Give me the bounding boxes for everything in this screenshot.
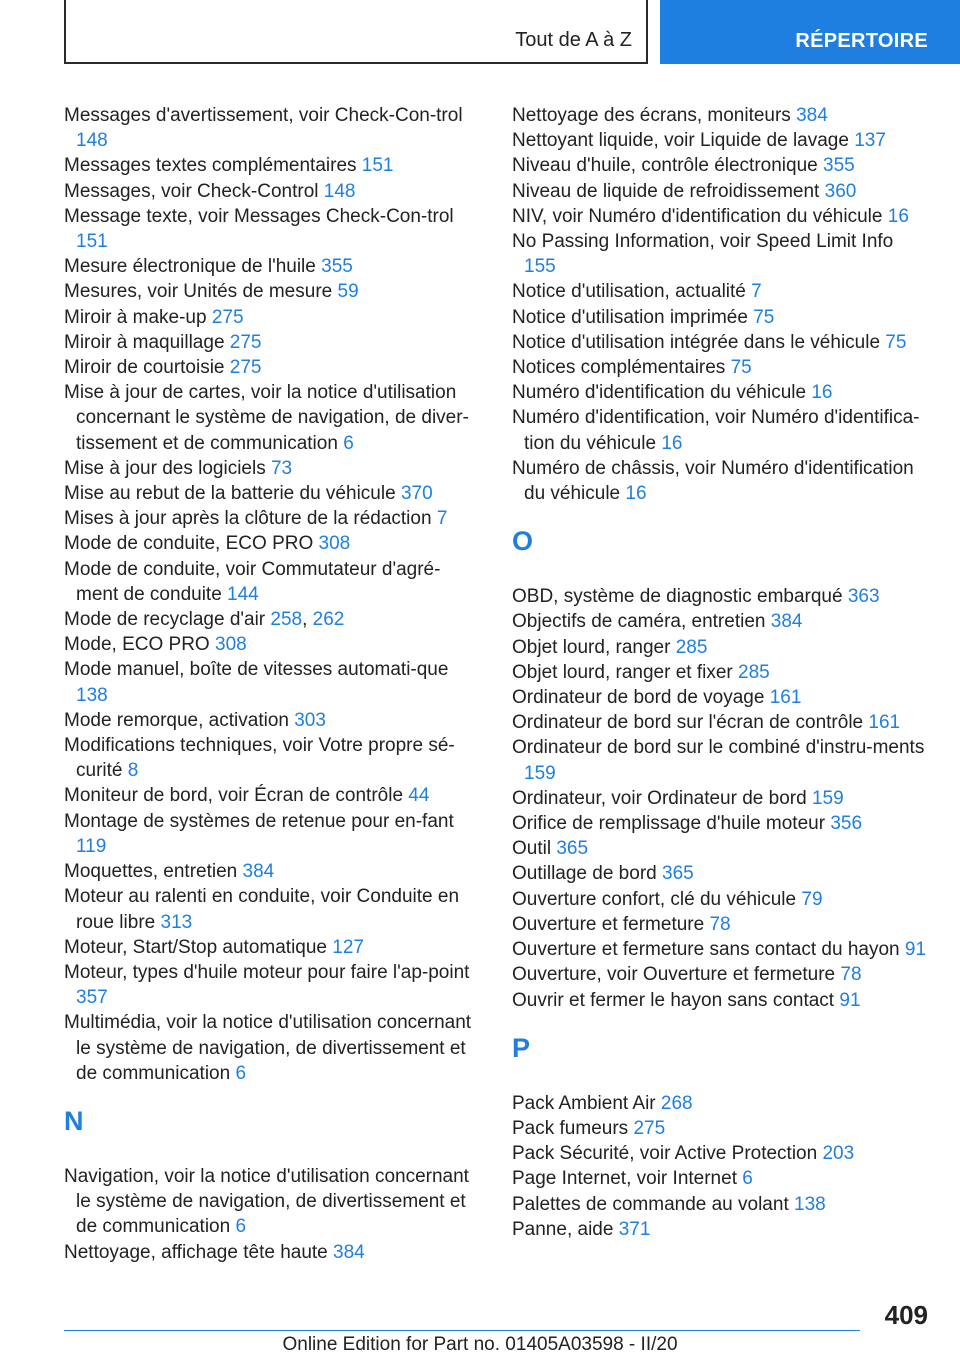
index-entry-text: Messages d'avertissement, voir Check-Con-trol	[64, 105, 463, 126]
index-entry	[512, 735, 930, 785]
page-link[interactable]: 151	[361, 155, 394, 177]
index-entry-text: Message texte, voir Messages Check-Con-trol	[64, 205, 454, 227]
page-link[interactable]: 16	[625, 483, 647, 505]
section-tab-label: Tout de A à Z	[515, 29, 632, 51]
page-link[interactable]: 275	[211, 306, 244, 328]
index-entry	[512, 786, 930, 811]
page-link[interactable]: 355	[823, 155, 855, 177]
index-entry-text: Nettoyage, affichage tête haute	[64, 1241, 328, 1263]
index-entry	[64, 859, 476, 884]
index-entry-text: Numéro de châssis, voir Numéro d'identification du véhicule	[512, 457, 914, 505]
index-entry	[512, 584, 930, 609]
page-link[interactable]: 371	[618, 1218, 651, 1240]
repertoire-tab[interactable]	[660, 0, 960, 64]
index-entry-text: Palettes de commande au volant	[512, 1193, 789, 1215]
page-link[interactable]: 44	[408, 785, 430, 807]
index-entry	[64, 733, 476, 783]
index-entry-text: Notice d'utilisation intégrée dans le véhicule	[512, 331, 881, 353]
page-link[interactable]: 159	[524, 762, 556, 784]
index-entry	[64, 809, 476, 859]
page-link[interactable]: 384	[242, 861, 275, 883]
page-link[interactable]: 308	[215, 634, 247, 656]
index-entry-text: Ouverture et fermeture	[512, 913, 705, 935]
index-entry-text: Ouverture confort, clé du véhicule	[512, 888, 797, 910]
index-entry	[64, 531, 476, 556]
index-entry-text: Niveau de liquide de refroidissement	[512, 180, 820, 202]
page-link[interactable]: 285	[675, 636, 708, 658]
index-entry	[512, 405, 930, 455]
index-entry	[64, 330, 476, 355]
index-column-left	[64, 103, 476, 1265]
page-link[interactable]: 313	[160, 911, 193, 933]
index-entry	[512, 179, 930, 204]
page-link[interactable]: 161	[769, 687, 802, 709]
index-entry	[512, 153, 930, 178]
index-entry-text: Miroir à make-up	[64, 306, 207, 328]
page-link[interactable]: 75	[753, 306, 775, 328]
page-link[interactable]: 6	[235, 1216, 247, 1238]
index-entry	[512, 962, 930, 987]
page-link[interactable]: 73	[270, 457, 293, 479]
index-entry	[512, 380, 930, 405]
page-link[interactable]: 384	[770, 611, 803, 633]
index-entry-text: Montage de systèmes de retenue pour en-fant	[64, 810, 454, 832]
page-link[interactable]: 79	[801, 888, 823, 910]
page-link[interactable]: 308	[318, 533, 351, 555]
index-entry-text: Niveau d'huile, contrôle électronique	[512, 155, 818, 177]
index-letter-heading: O	[512, 526, 534, 557]
index-entry-text: Mise à jour des logiciels	[64, 457, 266, 479]
page-link[interactable]: 7	[751, 281, 762, 303]
index-entry-text: Mises à jour après la clôture de la rédaction	[64, 508, 432, 530]
index-entry	[512, 811, 930, 836]
page-link[interactable]: 357	[76, 987, 108, 1009]
index-entry-text: Nettoyant liquide, voir Liquide de lavage	[512, 130, 849, 152]
page-link[interactable]: 384	[333, 1241, 365, 1263]
index-entry	[64, 1010, 476, 1086]
index-column-right	[512, 103, 930, 1242]
index-entry	[64, 1164, 476, 1240]
page-link[interactable]: 91	[904, 939, 927, 961]
index-entry	[64, 103, 476, 153]
index-entry	[64, 481, 476, 506]
page-link[interactable]: 262	[312, 609, 345, 631]
page-link[interactable]: 303	[294, 709, 326, 731]
index-entry	[512, 1091, 930, 1116]
index-entry	[512, 229, 930, 279]
index-entry-text: Ordinateur, voir Ordinateur de bord	[512, 787, 807, 809]
footer-rule	[64, 1330, 860, 1331]
index-entry	[64, 179, 476, 204]
index-entry-text: Numéro d'identification, voir Numéro d'identifica-tion du véhicule	[512, 407, 920, 454]
index-entry	[512, 912, 930, 937]
page-link[interactable]: 91	[839, 989, 861, 1011]
page-link[interactable]: 78	[840, 964, 862, 986]
index-entry-text: Mode de recyclage d'air	[64, 609, 266, 631]
page-link[interactable]: 161	[868, 712, 901, 734]
index-entry-text: Orifice de remplissage d'huile moteur	[512, 813, 826, 835]
index-entry	[512, 1166, 930, 1191]
index-entry-text: Mesures, voir Unités de mesure	[64, 281, 333, 303]
page-link[interactable]: 8	[127, 760, 139, 782]
index-entry	[512, 836, 930, 861]
index-entry-text: Moteur, Start/Stop automatique	[64, 936, 327, 958]
index-entry-text: Ordinateur de bord de voyage	[512, 687, 765, 709]
page-link[interactable]: 356	[830, 813, 863, 835]
index-entry	[64, 960, 476, 1010]
index-entry	[64, 657, 476, 707]
page-link[interactable]: 355	[321, 256, 353, 278]
index-entry-text: Notices complémentaires	[512, 357, 726, 379]
index-entry-text: Objectifs de caméra, entretien	[512, 611, 766, 633]
index-entry	[512, 204, 930, 229]
index-entry	[64, 153, 476, 178]
page-link[interactable]: 6	[235, 1062, 247, 1084]
index-entry	[512, 279, 930, 304]
page-link[interactable]: 148	[323, 180, 356, 202]
page-link[interactable]: 16	[887, 205, 909, 227]
footer-edition-text: Online Edition for Part no. 01405A03598 - II/20	[282, 1334, 678, 1355]
page-link[interactable]: 258	[270, 609, 303, 631]
index-entry-text: Navigation, voir la notice d'utilisation concernant le système de navigation, de divertissement et de communication	[64, 1165, 469, 1238]
index-entry	[512, 660, 930, 685]
index-entry-text: Mode manuel, boîte de vitesses automati-que	[64, 659, 449, 681]
page-link[interactable]: 370	[400, 483, 433, 505]
page-link[interactable]: 384	[796, 105, 828, 126]
index-entry-text: Moteur au ralenti en conduite, voir Conduite en roue libre	[64, 886, 460, 933]
index-entry-text: Mise à jour de cartes, voir la notice d'utilisation concernant le système de navigation, de diver-tissement et de communication	[64, 382, 469, 454]
page-link[interactable]: 275	[229, 331, 262, 353]
index-entry	[512, 355, 930, 380]
index-entry-text: Mode de conduite, voir Commutateur d'agré-ment de conduite	[64, 558, 441, 605]
index-entry-text: Moniteur de bord, voir Écran de contrôle	[64, 785, 404, 807]
index-entry	[64, 935, 476, 960]
index-entry-text: Panne, aide	[512, 1218, 614, 1240]
index-entry	[512, 330, 930, 355]
index-entry	[64, 380, 476, 456]
page-link[interactable]: 138	[76, 684, 108, 706]
page-link[interactable]: 75	[730, 357, 752, 379]
page-link[interactable]: 360	[824, 180, 857, 202]
page-link[interactable]: 16	[811, 382, 833, 404]
index-entry	[512, 609, 930, 634]
index-letter-heading: P	[512, 1032, 531, 1063]
index-entry-text: Pack Sécurité, voir Active Protection	[512, 1143, 818, 1165]
index-entry-text: OBD, système de diagnostic embarqué	[512, 586, 843, 608]
index-entry	[64, 279, 476, 304]
index-entry	[64, 204, 476, 254]
index-entry	[512, 305, 930, 330]
page-number: 409	[884, 1300, 928, 1330]
index-entry-text: Messages, voir Check-Control	[64, 180, 319, 202]
page-link[interactable]: 78	[709, 913, 731, 935]
index-entry	[64, 632, 476, 657]
index-entry-text: Outillage de bord	[512, 863, 657, 885]
index-entry	[64, 884, 476, 934]
index-entry-text: Miroir à maquillage	[64, 331, 225, 353]
index-entry-text: Ouverture et fermeture sans contact du hayon	[512, 939, 900, 961]
page-link[interactable]: 285	[738, 661, 770, 683]
index-letter-heading: N	[64, 1105, 84, 1136]
index-entry-text: Outil	[512, 838, 552, 860]
index-entry	[64, 557, 476, 607]
index-entry	[512, 685, 930, 710]
index-entry-text: Numéro d'identification du véhicule	[512, 382, 807, 404]
index-entry	[512, 937, 930, 962]
page-link[interactable]: 148	[76, 130, 108, 152]
page-link[interactable]: 365	[556, 838, 589, 860]
index-entry-text: Nettoyage des écrans, moniteurs	[512, 105, 791, 126]
index-entry-text: Pack Ambient Air	[512, 1092, 656, 1114]
index-entry	[64, 1240, 476, 1265]
index-entry	[64, 355, 476, 380]
index-entry	[512, 128, 930, 153]
page-link[interactable]: 6	[742, 1168, 753, 1190]
page-link[interactable]: 365	[662, 863, 694, 885]
index-entry-text: Objet lourd, ranger et fixer	[512, 661, 733, 683]
index-entry-text: Notice d'utilisation, actualité	[512, 281, 746, 303]
page-link[interactable]: 16	[661, 432, 683, 454]
index-entry	[512, 635, 930, 660]
index-entry	[512, 988, 930, 1013]
page-link[interactable]: 6	[343, 432, 354, 454]
index-entry	[512, 1192, 930, 1217]
index-entry-text: Mode de conduite, ECO PRO	[64, 533, 314, 555]
page-link[interactable]: 138	[794, 1193, 826, 1215]
page-link[interactable]: 268	[660, 1092, 693, 1114]
page-link[interactable]: 155	[524, 256, 556, 278]
index-entry-text: NIV, voir Numéro d'identification du véhicule	[512, 205, 883, 227]
index-entry-text: Ordinateur de bord sur le combiné d'instru-ments	[512, 737, 925, 759]
index-entry: Mode de recyclage d'air 258, 262	[64, 609, 345, 631]
index-entry	[512, 710, 930, 735]
index-entry-text: Messages textes complémentaires	[64, 155, 357, 177]
repertoire-tab-label: RÉPERTOIRE	[795, 30, 928, 52]
index-entry-text: No Passing Information, voir Speed Limit Info	[512, 231, 894, 253]
page-link[interactable]: 119	[76, 835, 107, 857]
page-link[interactable]: 75	[885, 331, 907, 353]
page-link[interactable]: 151	[76, 231, 108, 253]
page-link[interactable]: 275	[229, 357, 262, 379]
index-entry-text: Mode, ECO PRO	[64, 634, 210, 656]
index-entry-text: Ordinateur de bord sur l'écran de contrôle	[512, 712, 864, 734]
index-entry	[64, 254, 476, 279]
index-entry-text: Miroir de courtoisie	[64, 357, 225, 379]
index-entry	[64, 708, 476, 733]
index-entry	[64, 305, 476, 330]
page-link[interactable]: 59	[337, 281, 359, 303]
index-entry-text: Moquettes, entretien	[64, 861, 238, 883]
section-tab[interactable]	[64, 0, 648, 64]
index-entry	[64, 506, 476, 531]
page-link[interactable]: 363	[847, 586, 880, 608]
index-entry	[64, 783, 476, 808]
index-entry-text: Ouverture, voir Ouverture et fermeture	[512, 964, 836, 986]
index-entry-text: Pack fumeurs	[512, 1117, 629, 1139]
index-entry	[512, 1217, 930, 1242]
index-entry-text: Multimédia, voir la notice d'utilisation concernant le système de navigation, de divertissement et de communication	[64, 1012, 472, 1084]
index-entry	[512, 1116, 930, 1141]
index-entry-text: Mesure électronique de l'huile	[64, 256, 316, 278]
index-entry	[512, 1141, 930, 1166]
page-link[interactable]: 275	[633, 1117, 666, 1139]
page-link[interactable]: 203	[822, 1143, 855, 1165]
index-entry	[512, 103, 930, 128]
page-link[interactable]: 137	[854, 130, 886, 152]
index-entry-text: Mode remorque, activation	[64, 709, 289, 731]
index-entry-text: Ouvrir et fermer le hayon sans contact	[512, 989, 835, 1011]
index-entry-text: Mise au rebut de la batterie du véhicule	[64, 483, 396, 505]
page-link[interactable]: 7	[436, 508, 448, 530]
index-entry	[512, 861, 930, 886]
page-link[interactable]: 159	[811, 787, 844, 809]
index-entry-text: Moteur, types d'huile moteur pour faire l'ap-point	[64, 961, 470, 983]
index-entry	[64, 456, 476, 481]
index-entry	[512, 887, 930, 912]
index-entry	[512, 456, 930, 506]
index-entry-text: Page Internet, voir Internet	[512, 1168, 737, 1190]
index-entry-text: Modifications techniques, voir Votre propre sé-curité	[64, 735, 455, 782]
page-link[interactable]: 127	[332, 936, 364, 958]
index-entry-text: Notice d'utilisation imprimée	[512, 306, 748, 328]
index-entry-text: Objet lourd, ranger	[512, 636, 671, 658]
page-link[interactable]: 144	[227, 583, 259, 605]
